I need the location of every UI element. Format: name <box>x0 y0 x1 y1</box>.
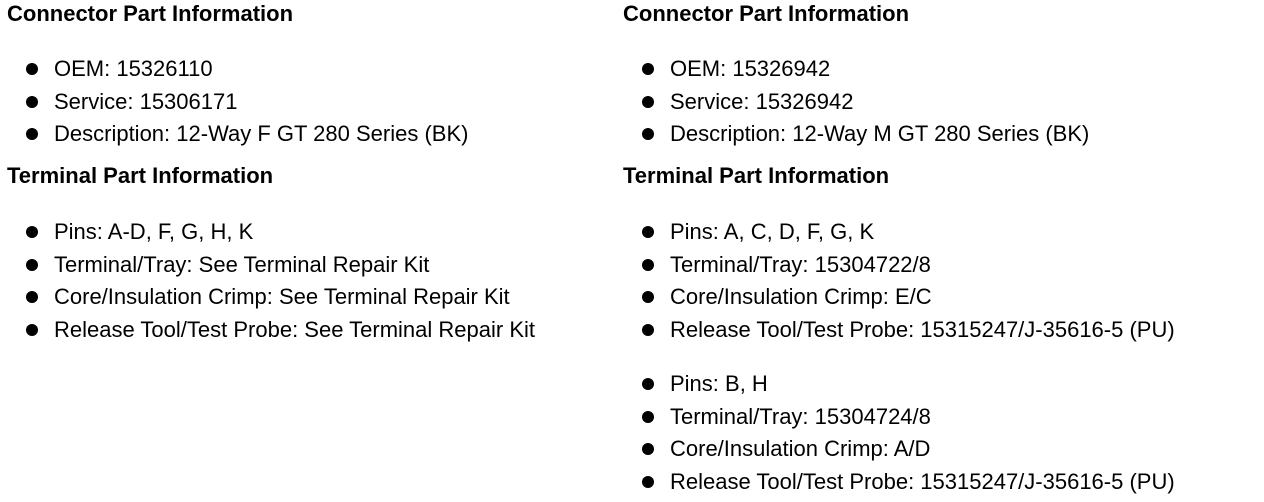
list-item <box>7 249 535 282</box>
service-part-number: Service: 15326942 <box>670 88 854 114</box>
connector-description: Description: 12-Way F GT 280 Series (BK) <box>54 121 469 146</box>
release-tool-value: Release Tool/Test Probe: 15315247/J-35616-5 (PU) <box>670 316 1175 342</box>
pins-value: Pins: B, H <box>670 371 768 396</box>
terminal-info-list <box>7 216 535 346</box>
bullet-icon <box>26 128 38 140</box>
list-item <box>623 216 1175 249</box>
oem-part-number: OEM: 15326110 <box>54 56 213 81</box>
bullet-icon <box>642 63 654 75</box>
connector-info-heading: Connector Part Information <box>7 1 294 26</box>
list-item <box>7 86 468 119</box>
bullet-icon <box>642 128 654 140</box>
release-tool-value: Release Tool/Test Probe: 15315247/J-35616-5 (PU) <box>670 468 1175 494</box>
list-item <box>623 314 1175 347</box>
terminal-tray-value: Terminal/Tray: See Terminal Repair Kit <box>54 251 430 277</box>
bullet-icon <box>26 324 38 336</box>
list-item <box>623 466 1175 499</box>
oem-part-number: OEM: 15326942 <box>670 56 831 81</box>
list-item <box>623 401 1175 434</box>
list-item <box>623 118 1089 151</box>
bullet-icon <box>642 226 654 238</box>
connector-info-list <box>623 53 1089 151</box>
list-item <box>623 249 1175 282</box>
list-item <box>623 86 1089 119</box>
pins-value: Pins: A-D, F, G, H, K <box>54 219 254 244</box>
terminal-info-list-group-2 <box>623 368 1175 498</box>
list-item <box>7 281 535 314</box>
bullet-icon <box>642 378 654 390</box>
bullet-icon <box>642 324 654 336</box>
bullet-icon <box>26 226 38 238</box>
bullet-icon <box>642 443 654 455</box>
bullet-icon <box>642 291 654 303</box>
connector-info-list <box>7 53 468 151</box>
release-tool-value: Release Tool/Test Probe: See Terminal Repair Kit <box>54 316 535 342</box>
pins-value: Pins: A, C, D, F, G, K <box>670 219 875 244</box>
crimp-value: Core/Insulation Crimp: E/C <box>670 284 932 309</box>
list-item <box>623 281 1175 314</box>
list-item <box>623 53 1089 86</box>
terminal-tray-value: Terminal/Tray: 15304724/8 <box>670 403 931 429</box>
bullet-icon <box>642 96 654 108</box>
list-item <box>7 53 468 86</box>
bullet-icon <box>26 259 38 271</box>
crimp-value: Core/Insulation Crimp: A/D <box>670 436 931 461</box>
bullet-icon <box>26 63 38 75</box>
crimp-value: Core/Insulation Crimp: See Terminal Repair Kit <box>54 284 510 309</box>
terminal-info-heading: Terminal Part Information <box>623 163 890 188</box>
list-item <box>7 118 468 151</box>
list-item <box>7 216 535 249</box>
terminal-tray-value: Terminal/Tray: 15304722/8 <box>670 251 931 277</box>
bullet-icon <box>642 411 654 423</box>
terminal-info-heading: Terminal Part Information <box>7 163 274 188</box>
bullet-icon <box>26 291 38 303</box>
bullet-icon <box>642 476 654 488</box>
bullet-icon <box>26 96 38 108</box>
list-item <box>623 368 1175 401</box>
connector-info-heading: Connector Part Information <box>623 1 910 26</box>
service-part-number: Service: 15306171 <box>54 88 238 114</box>
list-item <box>7 314 535 347</box>
connector-description: Description: 12-Way M GT 280 Series (BK) <box>670 121 1090 146</box>
list-item <box>623 433 1175 466</box>
terminal-info-list-group-1 <box>623 216 1175 346</box>
bullet-icon <box>642 259 654 271</box>
